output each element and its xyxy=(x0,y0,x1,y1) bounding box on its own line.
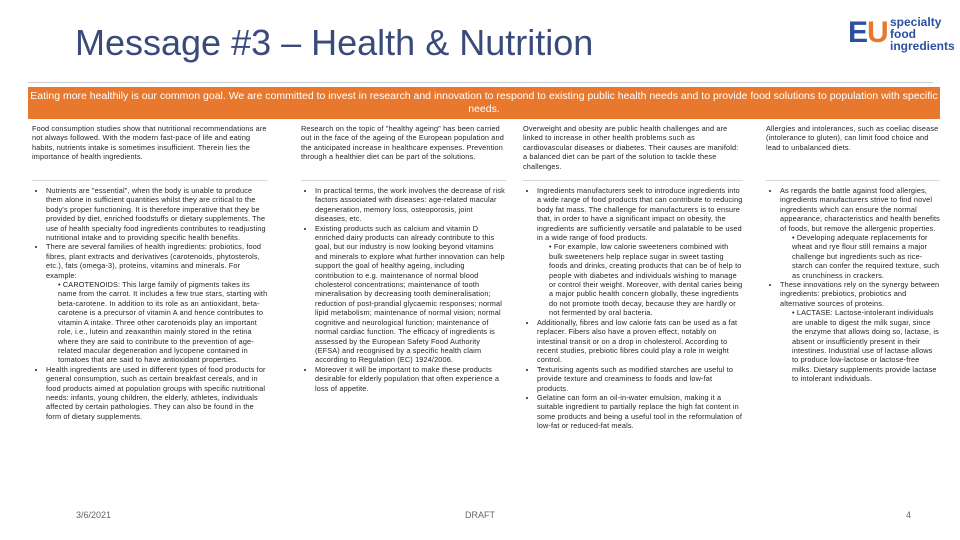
sub-list-item: • LACTASE: Lactose-intolerant individuals are unable to digest the milk sugar, since the enzyme that allows doing so, lactase, is absent or insufficiently present in their intestines. Industrial use of lactase allows to produce low-lactose or lactose-free milks. Dietary supplements provide lactase to intolerant individuals. xyxy=(792,308,940,383)
list-item: • There are several families of health ingredients: probiotics, food fibres, plant extracts and derivatives (carotenoids, phytosterols, etc.), fats (omega-3), proteins, vitamins and minerals. For example: • CAROTENOIDS: This large family of pigments takes its name from the carrot. It includes a few true stars, starting with beta-carotene. In addition to its role as an antioxidant, beta-carotene is a precursor of vitamin A and hence contributes to vitamin A intake. Three other carotenoids play an important role, i.e., lutein and zeaxanthin mainly stored in the retina where they are said to contribute to the prevention of age-related macular degeneration and lycopene contained in tomatoes that are said to have antioxidant properties. xyxy=(46,242,268,364)
page-number: 4 xyxy=(906,510,912,520)
bullet-list xyxy=(301,186,506,393)
title-divider xyxy=(28,82,933,83)
list-item: • As regards the battle against food allergies, ingredients manufacturers strive to find novel ingredients which can ensure the normal appearance, characteristics and health benefits of foods, but remove the allergenic properties. • Developing adequate replacements for wheat and rye flour still remains a major challenge but ingredients such as rice-starch can confer the required texture, such as crunchiness in crackers. xyxy=(780,186,940,280)
list-item: • In practical terms, the work involves the decrease of risk factors associated with diseases: age-related macular degeneration, memory loss, osteoporosis, joint diseases, etc. xyxy=(315,186,506,224)
list-item: • Additionally, fibres and low calorie fats can be used as a fat replacer. Fibers also have a proven effect, notably on intestinal transit or on a drop in cholesterol. According to recent studies, prebiotic fibres could play a role in weight control. xyxy=(537,318,743,365)
sub-list-item: • Developing adequate replacements for wheat and rye flour still remains a major challenge but ingredients such as rice-starch can confer the required texture, such as crunchiness in crackers. xyxy=(792,233,940,280)
footer-status: DRAFT xyxy=(465,510,495,520)
company-logo xyxy=(848,14,955,60)
column-allergies xyxy=(766,124,940,384)
logo-mark: EU xyxy=(848,16,888,49)
column-intro: Allergies and intolerances, such as coeliac disease (intolerance to gluten), can limit food choice and lead to unbalanced diets. xyxy=(766,124,940,181)
list-item: • Nutrients are "essential", when the body is unable to produce them alone in sufficient quantities whilst they are critical to the body's proper functioning. It is therefore imperative that they be provided by diet, enriched foodstuffs or dietary supplements. The use of health specialty food ingredients contributes to readjusting nutritional intake and to providing specific health benefits. xyxy=(46,186,268,242)
bullet-list xyxy=(766,186,940,384)
list-item: • Health ingredients are used in different types of food products for general consumption, such as certain breakfast cereals, and in food products aimed at population groups with specific nutritional needs: infants, young children, the elderly, athletes, individuals affected by certain pathologies. They can also be found in the form of dietary supplements. xyxy=(46,365,268,421)
column-healthy-ageing xyxy=(301,124,506,393)
footer-date: 3/6/2021 xyxy=(76,510,112,520)
sub-list-item: • CAROTENOIDS: This large family of pigments takes its name from the carrot. It includes a few true stars, starting with beta-carotene. In addition to its role as an antioxidant, beta-carotene is a precursor of vitamin A and hence contributes to vitamin A intake. Three other carotenoids play an important role, i.e., lutein and zeaxanthin mainly stored in the retina where they are said to contribute to the prevention of age-related macular degeneration and lycopene contained in tomatoes that are said to have antioxidant properties. xyxy=(58,280,268,365)
slide-title: Message #3 – Health & Nutrition xyxy=(75,22,594,63)
column-intro: Research on the topic of "healthy ageing" has been carried out in the face of the ageing of the European population and the anticipated increase in healthcare expenses. Prevention through a healthier diet can be part of the solutions. xyxy=(301,124,506,181)
content-columns xyxy=(28,124,940,504)
bullet-list xyxy=(32,186,268,421)
column-intro: Food consumption studies show that nutritional recommendations are not always followed. With the modern fast-pace of life and eating habits, nutrients intake is sometimes insufficient. Therein lies the importance of health ingredients. xyxy=(32,124,268,181)
list-item: • Moreover it will be important to make these products desirable for elderly population that often experience a loss of appetite. xyxy=(315,365,506,393)
bullet-list xyxy=(523,186,743,431)
list-item: • Gelatine can form an oil-in-water emulsion, making it a suitable ingredient to partially replace the high fat content in some products and being a useful tool in the reformulation of low-fat or reduced-fat meals. xyxy=(537,393,743,431)
list-item: • These innovations rely on the synergy between ingredients: prebiotics, probiotics and alternative sources of proteins. • LACTASE: Lactose-intolerant individuals are unable to digest the milk sugar, since the enzyme that allows doing so, lactase, is absent or insufficiently present in their intestines. Industrial use of lactase allows to produce low-lactose or lactose-free milks. Dietary supplements provide lactase to intolerant individuals. xyxy=(780,280,940,383)
column-health-ingredients xyxy=(32,124,268,421)
list-item: • Texturising agents such as modified starches are useful to provide texture and creaminess to foods and low-fat products. xyxy=(537,365,743,393)
logo-text: specialty food ingredients xyxy=(890,15,955,53)
list-item: • Ingredients manufacturers seek to introduce ingredients into a wide range of food products that can contribute to reducing body fat mass. The challenge for manufacturers is to ensure that, in order to have a significant impact on obesity, the ingredients are sufficiently versatile and palatable to be used in a wide range of food products. • For example, low calorie sweeteners combined with bulk sweeteners help replace sugar in sweet tasting foods and drinks, creating products that can be of help to people with diabetes and individuals wishing to manage or control their weight. Moreover, with dental caries being a major public health concern globally, these ingredients do not promote tooth decay, because they are hardly or not fermented by oral bacteria. xyxy=(537,186,743,318)
orange-banner: Eating more healthily is our common goal. We are committed to invest in research and innovation to respond to existing public health needs and to provide food solutions to population with specific needs. xyxy=(28,87,940,119)
column-intro: Overweight and obesity are public health challenges and are linked to increase in other health problems such as cardiovascular diseases or diabetes. Their causes are manifold: a balanced diet can be part of the solution to tackle these challenges. xyxy=(523,124,743,181)
column-obesity xyxy=(523,124,743,431)
sub-list-item: • For example, low calorie sweeteners combined with bulk sweeteners help replace sugar in sweet tasting foods and drinks, creating products that can be of help to people with diabetes and individuals wishing to manage or control their weight. Moreover, with dental caries being a major public health concern globally, these ingredients do not promote tooth decay, because they are hardly or not fermented by oral bacteria. xyxy=(549,242,743,317)
list-item: • Existing products such as calcium and vitamin D enriched dairy products can already contribute to this goal, but our industry is now looking beyond vitamins and minerals to explore what further innovation can help support the goal of healthy ageing, including contribution to e.g. maintenance of normal blood cholesterol concentrations; maintenance of tooth mineralisation by decreasing tooth demineralisation; reduction of post-prandial glycaemic responses; normal lipid metabolism; maintenance of normal vision; normal cognitive and neurological function; maintenance of normal cardiac function. The efficacy of ingredients is assessed by the European Safety Food Authority (EFSA) and recognised by a specific health claim according to Regulation (EC) 1924/2006. xyxy=(315,224,506,365)
